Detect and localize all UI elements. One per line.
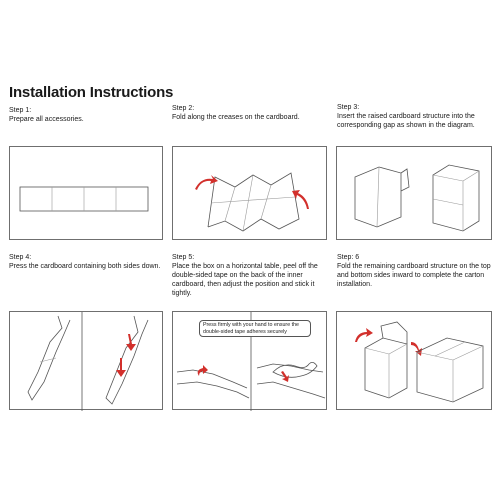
step-3-text bbox=[337, 103, 495, 130]
step-1-text bbox=[9, 106, 167, 124]
step-4-illustration bbox=[9, 311, 163, 410]
fold-arrow-icon bbox=[292, 190, 309, 209]
folded-cardboard-diagram bbox=[173, 147, 328, 241]
step-description: Fold along the creases on the cardboard. bbox=[172, 114, 300, 121]
step-description: Prepare all accessories. bbox=[9, 116, 84, 123]
step-label: Step 5: bbox=[172, 254, 195, 261]
step-label: Step 2: bbox=[172, 105, 195, 112]
tape-arrow-icon bbox=[198, 365, 208, 376]
box-insert-diagram bbox=[337, 147, 493, 241]
step-label: Step: 6 bbox=[337, 254, 360, 261]
step-label: Step 3: bbox=[337, 104, 360, 111]
step-5-illustration bbox=[172, 311, 327, 410]
step-label: Step 1: bbox=[9, 107, 32, 114]
page-title: Installation Instructions bbox=[9, 84, 174, 101]
press-down-diagram bbox=[10, 312, 164, 411]
step-4-text bbox=[9, 253, 167, 271]
step-2-illustration bbox=[172, 146, 327, 240]
fold-arrow-icon bbox=[355, 328, 373, 342]
step-6-text bbox=[337, 253, 495, 289]
step-5-text bbox=[172, 253, 330, 298]
step-1-illustration bbox=[9, 146, 163, 240]
step-3-illustration bbox=[336, 146, 492, 240]
step-description: Press the cardboard containing both sides down. bbox=[9, 263, 161, 270]
fold-arrow-icon bbox=[411, 342, 422, 356]
flat-cardboard-diagram bbox=[10, 147, 164, 241]
step-description: Insert the raised cardboard structure into the corresponding gap as shown in the diagram. bbox=[337, 113, 475, 129]
step-6-illustration bbox=[336, 311, 492, 410]
step-label: Step 4: bbox=[9, 254, 32, 261]
step-description: Place the box on a horizontal table, peel off the double-sided tape on the back of the inner cardboard, then adjust the position and stick it tightly. bbox=[172, 263, 318, 297]
step-2-text bbox=[172, 104, 330, 122]
press-arrow-icon bbox=[116, 358, 126, 377]
box-complete-diagram bbox=[337, 312, 493, 411]
tape-arrow-icon bbox=[281, 371, 289, 382]
step-description: Fold the remaining cardboard structure on the top and bottom sides inward to complete the carton installation. bbox=[337, 263, 491, 288]
press-firmly-callout: Press firmly with your hand to ensure the double-sided tape adheres securely bbox=[199, 320, 311, 337]
